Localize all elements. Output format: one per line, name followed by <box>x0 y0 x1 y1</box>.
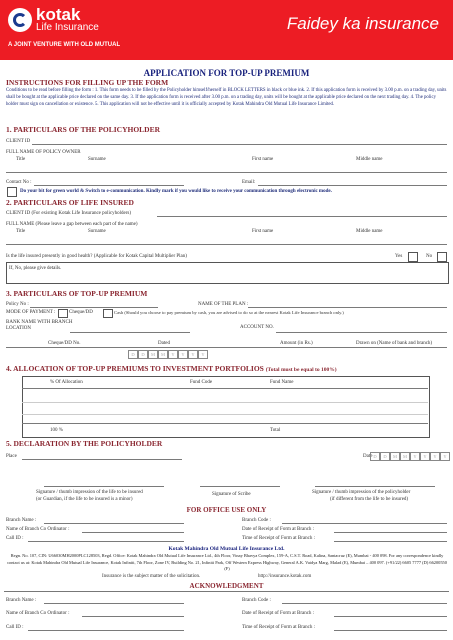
ack-divider <box>4 591 449 592</box>
account-no-label: ACCOUNT NO. <box>240 325 274 330</box>
brand-name: kotak <box>36 5 81 24</box>
office-receipt-date-field[interactable] <box>334 532 447 533</box>
allocation-header-divider <box>22 388 428 389</box>
health-yes-label: Yes <box>395 254 403 259</box>
sig3-line[interactable] <box>315 486 435 487</box>
health-no-label: No <box>426 254 433 259</box>
s1-client-id-field[interactable] <box>32 144 447 145</box>
sig1-line[interactable] <box>44 486 164 487</box>
kotak-logo-icon <box>8 8 32 32</box>
s2-first-label: First name <box>252 229 274 234</box>
health-yes-checkbox[interactable] <box>408 252 418 262</box>
section5-heading: 5. DECLARATION BY THE POLICYHOLDER <box>6 439 163 448</box>
ack-branch-name-field[interactable] <box>44 603 184 604</box>
office-coord-field[interactable] <box>82 532 184 533</box>
sig3-label: Signature / thumb impression of the policyholder <box>312 490 411 495</box>
cheque-checkbox[interactable] <box>58 309 68 318</box>
s1-email-field[interactable] <box>258 185 447 186</box>
date-box[interactable]: M <box>148 350 158 359</box>
office-branch-name-field[interactable] <box>44 523 184 524</box>
ecomm-checkbox[interactable] <box>7 187 17 197</box>
date-box[interactable]: D <box>370 452 380 461</box>
s1-contact-label: Contact No : <box>6 180 32 185</box>
sig1-sub-label: (or Guardian, if the life to be insured is a minor) <box>36 497 133 502</box>
allocation-row-2[interactable] <box>22 414 428 415</box>
fund-code-header: Fund Code <box>190 380 213 385</box>
date-box[interactable]: M <box>390 452 400 461</box>
s2-middle-label: Middle name <box>356 229 383 234</box>
cheque-row-divider <box>6 347 447 348</box>
cash-label: Cash (Should you choose to pay premium by cash, you are advised to do so at the nearest Kotak Life Insurance branch only.) <box>114 310 344 315</box>
website-link[interactable]: http://insurance.kotak.com <box>258 574 312 579</box>
s1-contact-field[interactable] <box>34 185 184 186</box>
s1-name-field[interactable] <box>6 172 447 173</box>
office-call-id-field[interactable] <box>28 541 184 542</box>
sig1-label: Signature / thumb impression of the life to be insured <box>36 490 143 495</box>
drawn-on-label: Drawn on (Name of bank and branch) <box>356 341 433 346</box>
s1-first-label: First name <box>252 157 274 162</box>
ack-call-id-label: Call ID : <box>6 625 24 630</box>
ack-coord-label: Name of Branch Co Ordinator : <box>6 611 70 616</box>
kotak-logo <box>8 6 99 33</box>
sig2-label: Signature of Scribe <box>212 492 251 497</box>
s2-title-label: Title <box>16 229 26 234</box>
bank-name-label: BANK NAME WITH BRANCH LOCATION <box>6 320 73 331</box>
s1-title-label: Title <box>16 157 26 162</box>
ack-receipt-time-label: Time of Receipt of Form at Branch : <box>242 625 315 630</box>
date-box[interactable]: Y <box>440 452 450 461</box>
instructions-heading: INSTRUCTIONS FOR FILLING UP THE FORM <box>6 78 169 87</box>
date-box[interactable]: Y <box>430 452 440 461</box>
account-no-field[interactable] <box>276 332 447 333</box>
policy-no-field[interactable] <box>30 307 158 308</box>
section4-heading <box>6 364 337 373</box>
date-box[interactable]: Y <box>410 452 420 461</box>
section4-title: 4. ALLOCATION OF TOP-UP PREMIUMS TO INVESTMENT PORTFOLIOS <box>6 364 264 373</box>
ecomm-optin-text: Do your bit for green world & Switch to e-communication. Kindly mark if you would like to receive your communication through electronic mode. <box>20 189 332 194</box>
joint-venture-text: A JOINT VENTURE WITH OLD MUTUAL <box>8 42 121 48</box>
ack-call-id-field[interactable] <box>28 630 184 631</box>
section2-heading: 2. PARTICULARS OF LIFE INSURED <box>6 198 134 207</box>
s1-client-id-label: CLIENT ID <box>6 139 31 144</box>
date-box[interactable]: Y <box>420 452 430 461</box>
amount-label: Amount (in Rs.) <box>280 341 313 346</box>
dated-label: Dated <box>158 341 170 346</box>
alloc-total-label: Total <box>270 428 281 433</box>
office-receipt-time-field[interactable] <box>334 541 447 542</box>
header-banner <box>0 0 453 60</box>
office-branch-code-field[interactable] <box>282 523 447 524</box>
s2-surname-label: Surname <box>88 229 106 234</box>
allocation-table <box>22 376 430 438</box>
s1-surname-label: Surname <box>88 157 106 162</box>
office-branch-code-label: Branch Code : <box>242 518 271 523</box>
office-receipt-date-label: Date of Receipt of Form at Branch : <box>242 527 315 532</box>
date-box[interactable]: D <box>128 350 138 359</box>
sig2-line[interactable] <box>200 486 280 487</box>
cheque-no-label: Cheque/DD No. <box>48 341 81 346</box>
office-coord-label: Name of Branch Co Ordinator : <box>6 527 70 532</box>
brand-sub: Life Insurance <box>36 22 99 33</box>
ack-branch-code-label: Branch Code : <box>242 598 271 603</box>
health-no-checkbox[interactable] <box>437 252 447 262</box>
s2-name-field[interactable] <box>6 244 447 245</box>
company-name: Kotak Mahindra Old Mutual Life Insurance Ltd. <box>168 546 285 552</box>
ack-branch-code-field[interactable] <box>282 603 447 604</box>
cheque-label: Cheque/DD <box>69 310 93 315</box>
date-box[interactable]: Y <box>198 350 208 359</box>
ack-receipt-date-field[interactable] <box>334 616 447 617</box>
date-box[interactable]: M <box>158 350 168 359</box>
office-use-heading: FOR OFFICE USE ONLY <box>186 506 267 514</box>
s1-email-label: Email: <box>242 180 256 185</box>
s1-fullname-label: FULL NAME OF POLICY OWNER <box>6 150 81 155</box>
section1-heading: 1. PARTICULARS OF THE POLICYHOLDER <box>6 125 160 134</box>
plan-name-label: NAME OF THE PLAN : <box>198 302 249 307</box>
allocation-total-divider <box>22 423 428 424</box>
decl-date-label: Date <box>363 454 373 459</box>
tagline: Faidey ka insurance <box>286 14 439 33</box>
ack-coord-field[interactable] <box>82 616 184 617</box>
place-label: Place <box>6 454 17 459</box>
date-box[interactable]: D <box>138 350 148 359</box>
s2-client-id-label: CLIENT ID (For existing Kotak Life Insurance policyholders) <box>6 211 132 216</box>
form-title: APPLICATION FOR TOP-UP PREMIUM <box>143 68 310 78</box>
date-box[interactable]: Y <box>188 350 198 359</box>
policy-no-label: Policy No : <box>6 302 29 307</box>
fund-name-header: Fund Name <box>270 380 294 385</box>
payment-mode-label: MODE OF PAYMENT : <box>6 310 56 315</box>
bank-name-field[interactable] <box>70 332 190 333</box>
s2-client-id-field[interactable] <box>157 216 447 217</box>
solicitation-text: Insurance is the subject matter of the solicitation. <box>102 574 201 579</box>
section4-note: (Total must be equal to 100%) <box>265 367 337 373</box>
ack-branch-name-label: Branch Name : <box>6 598 37 603</box>
date-box[interactable]: Y <box>168 350 178 359</box>
section3-heading: 3. PARTICULARS OF TOP-UP PREMIUM <box>6 289 148 298</box>
instructions-text: Conditions to be read before filling the form : 1. This form needs to be filled by the Policyholder himself/herself in BLOCK LETTERS in black or blue ink. 2. If this application form is received by 3.00 p.m. on a trading day, units shall be bought at the applicable price declared on the same day. 3. If the application form is received after 3.00 p.m. on a trading day, units will be bought at the applicable price declared on the next trading day. 4. The policy holder must sign on cancellation or existence. 5. This application will not be effective until it is officially accepted by Kotak Mahindra Old Mutual Life Insurance Limited. <box>6 88 447 108</box>
alloc-total-pct: 100 % <box>50 428 63 433</box>
plan-name-field[interactable] <box>248 307 447 308</box>
office-branch-name-label: Branch Name : <box>6 518 37 523</box>
acknowledgment-heading: ACKNOWLEDGMENT <box>189 582 264 590</box>
s1-middle-label: Middle name <box>356 157 383 162</box>
health-question: Is the life insured presently in good health? (Applicable for Kotak Capital Multiplier Plan) <box>6 254 187 259</box>
health-details-label: If, No, please give details. <box>9 266 62 271</box>
alloc-pct-header: % Of Allocation <box>50 380 83 385</box>
company-address: Regn. No. 107, CIN: U66030MH2000PLC128503, Regd. Office: Kotak Mahindra Old Mutual Life Insurance Ltd., 4th Floor, Vinay Bhavya Complex, 159-A, C.S.T. Road, Kalina, Santacruz (E), Mumbai - 400 098. For any correspondence kindly contact us at: Kotak Mahindra Old Mutual Life Insurance, Kotak Infiniti, 7th Floor, Zone IV, Building No. 21, Infiniti Park, Off Western Express Highway, General A.K. Vaidya Marg, Malad (E), Mumbai – 400 097. (+91/22) 6605 7777 (D) 66200550 (F) <box>7 553 447 572</box>
date-box[interactable]: Y <box>178 350 188 359</box>
ack-receipt-date-label: Date of Receipt of Form at Branch : <box>242 611 315 616</box>
place-field[interactable] <box>22 459 182 460</box>
ack-receipt-time-field[interactable] <box>334 630 447 631</box>
cash-checkbox[interactable] <box>103 309 113 318</box>
s2-fullname-label: FULL NAME (Please leave a gap between each part of the name) <box>6 222 138 227</box>
allocation-row-1[interactable] <box>22 402 428 403</box>
health-details-box[interactable] <box>6 262 449 284</box>
office-receipt-time-label: Time of Receipt of Form at Branch : <box>242 536 315 541</box>
sig3-sub-label: (if different from the life to be insured) <box>330 497 409 502</box>
office-call-id-label: Call ID : <box>6 536 24 541</box>
date-box[interactable]: D <box>380 452 390 461</box>
date-box[interactable]: M <box>400 452 410 461</box>
